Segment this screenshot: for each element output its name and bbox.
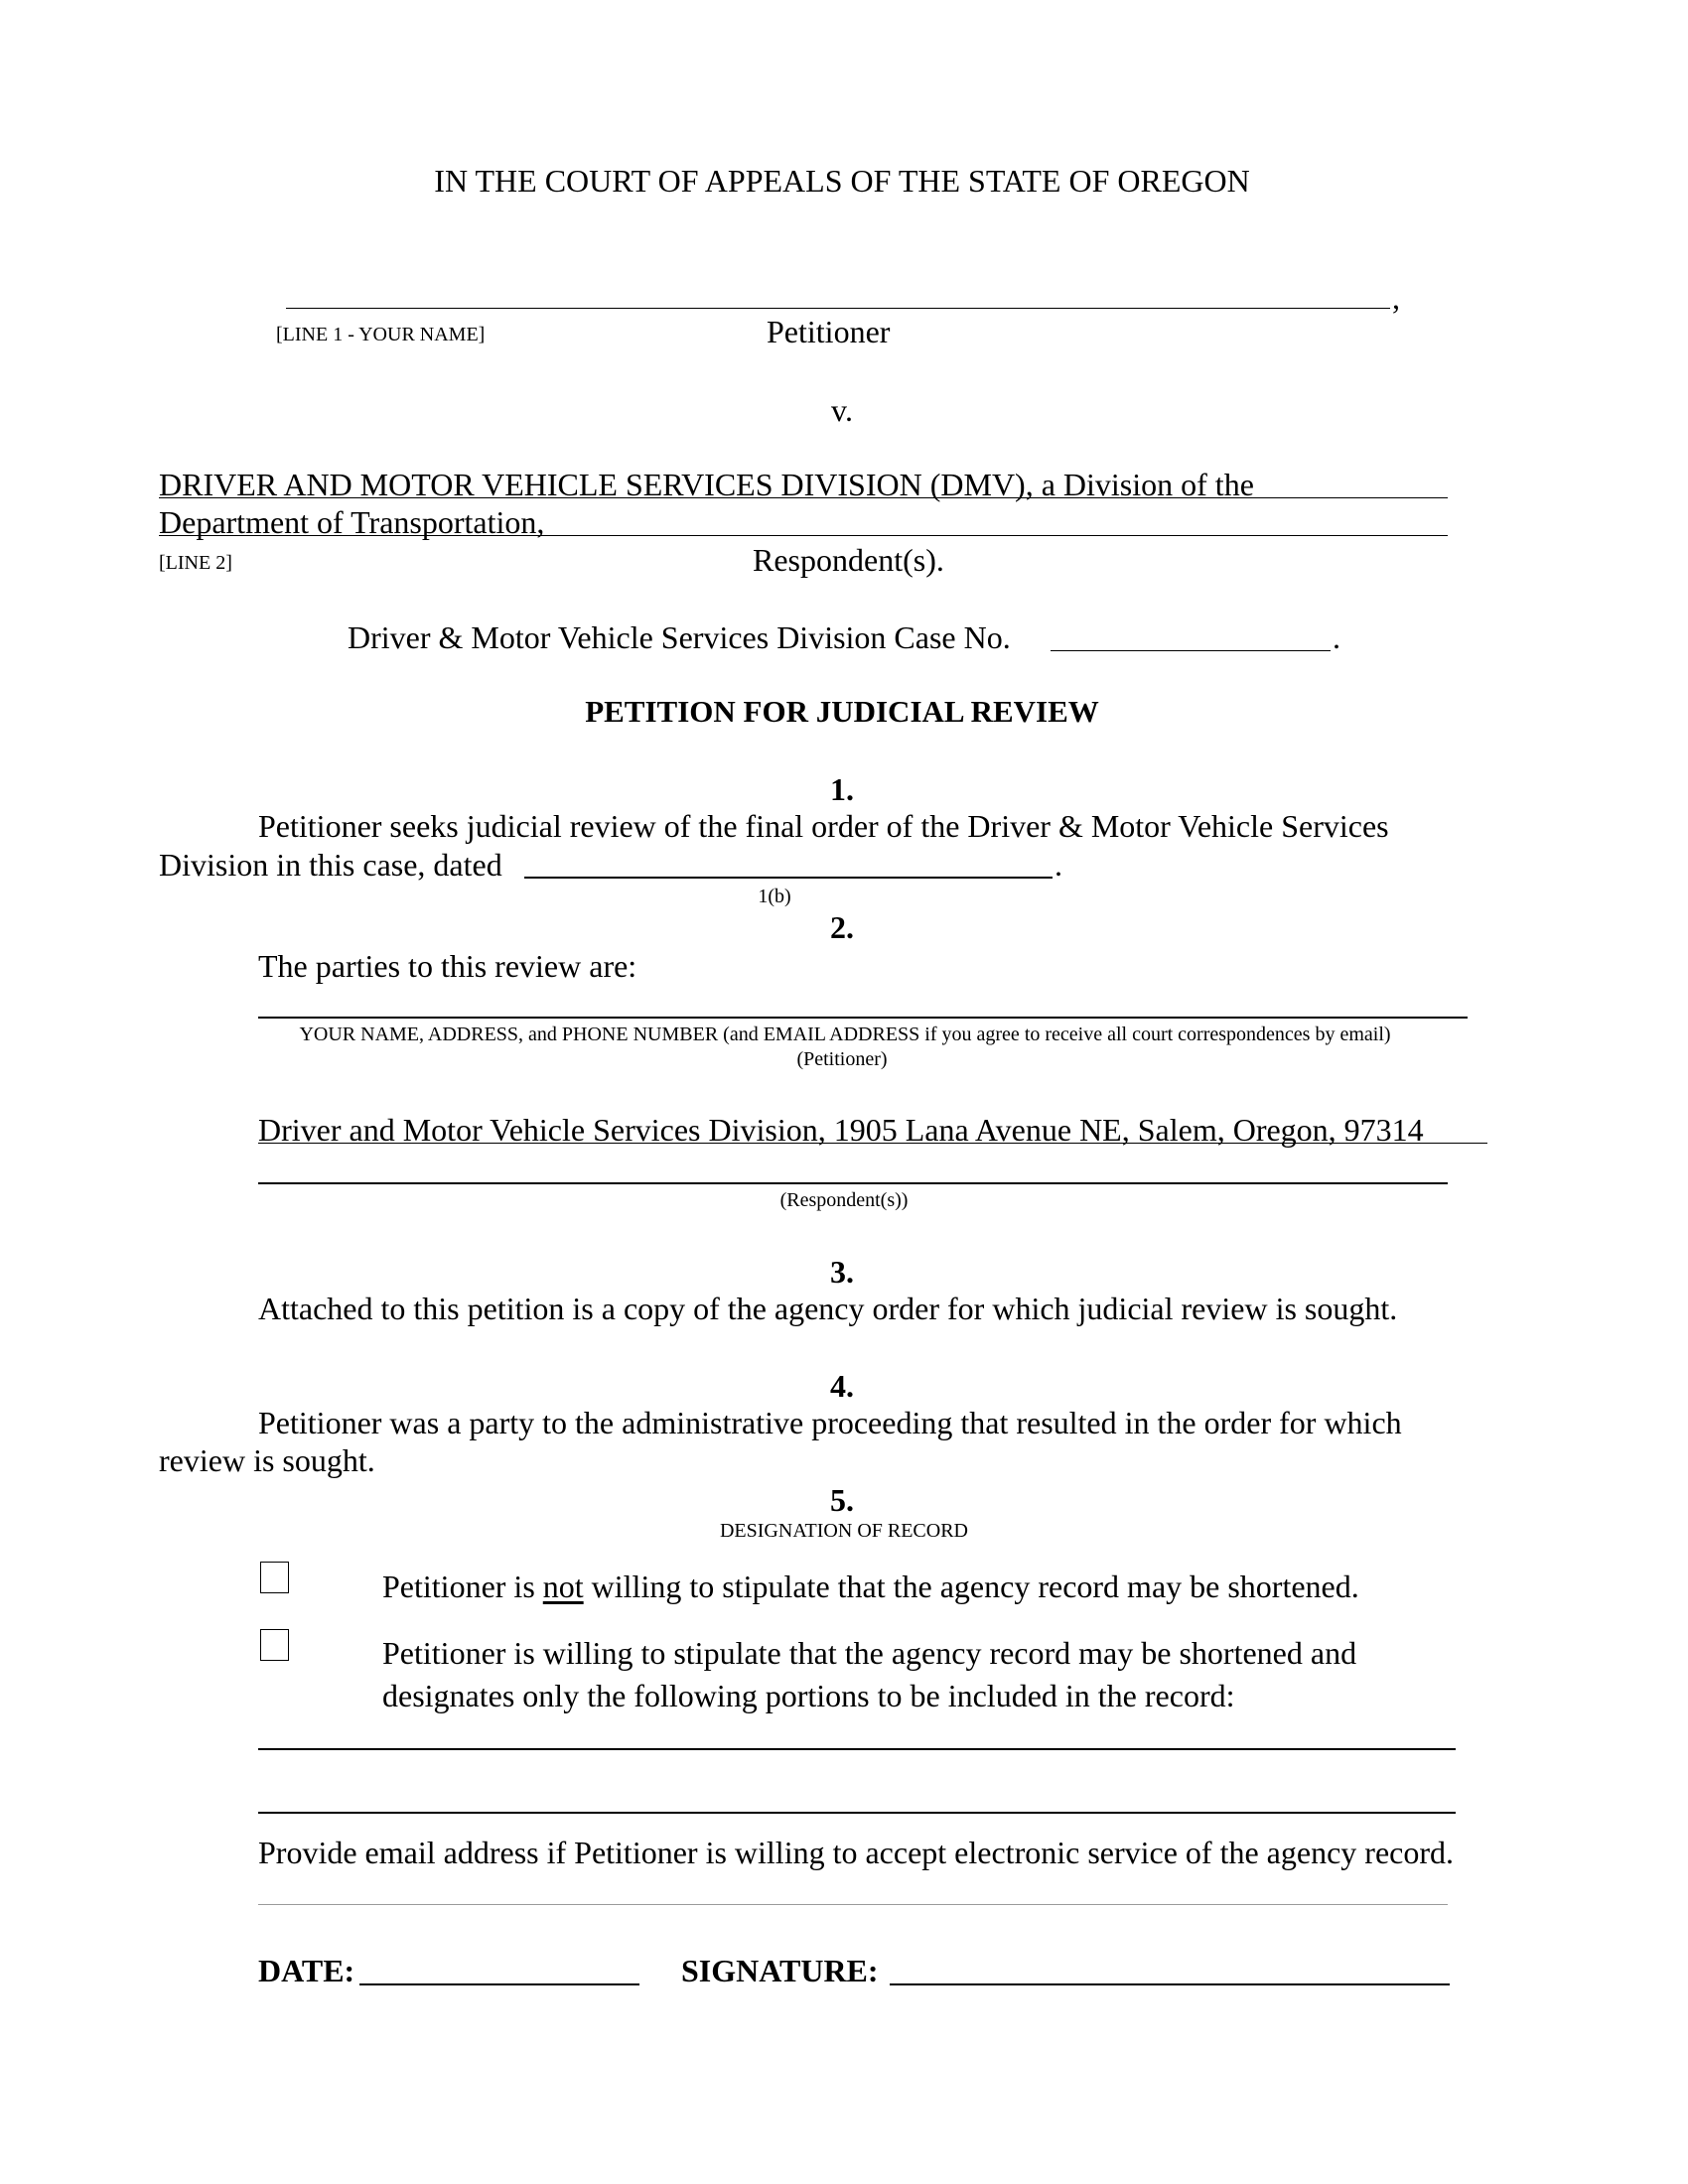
option-not-willing-pre: Petitioner is xyxy=(382,1569,535,1604)
section-2-intro: The parties to this review are: xyxy=(258,948,637,984)
option-willing-line2: designates only the following portions to be included in the record: xyxy=(382,1678,1235,1713)
not-willing-checkbox[interactable] xyxy=(260,1562,289,1593)
option-willing-line1: Petitioner is willing to stipulate that the agency record may be shortened and xyxy=(382,1635,1357,1671)
petitioner-name-line[interactable] xyxy=(286,308,1390,309)
case-number-line[interactable] xyxy=(1051,650,1331,651)
respondent-extra-line xyxy=(258,1182,1448,1184)
respondent-caption: (Respondent(s)) xyxy=(779,1189,909,1211)
section-1-number: 1. xyxy=(830,771,854,807)
option-not-emphasis: not xyxy=(542,1569,584,1604)
respondent-address-underline xyxy=(258,1143,1487,1144)
case-number-label: Driver & Motor Vehicle Services Division Case No. xyxy=(348,619,1011,655)
petitioner-label: Petitioner xyxy=(767,314,891,349)
respondent-underline-1 xyxy=(159,497,1448,498)
record-portions-line-1[interactable] xyxy=(258,1748,1456,1750)
email-prompt: Provide email address if Petitioner is willing to accept electronic service of the agency record. xyxy=(258,1835,1454,1870)
section-4-line1: Petitioner was a party to the administrative proceeding that resulted in the order for which xyxy=(258,1405,1402,1440)
petitioner-comma: , xyxy=(1392,280,1400,316)
petitioner-info-line[interactable] xyxy=(258,1017,1468,1019)
section-3-number: 3. xyxy=(830,1254,854,1290)
line2-label: [LINE 2] xyxy=(159,552,232,574)
case-number-end: . xyxy=(1333,619,1340,655)
court-title: IN THE COURT OF APPEALS OF THE STATE OF OREGON xyxy=(434,163,1250,199)
section-4-line2: review is sought. xyxy=(159,1442,375,1478)
record-portions-line-2[interactable] xyxy=(258,1812,1456,1814)
footnote-1b: 1(b) xyxy=(758,886,791,907)
section-5-number: 5. xyxy=(830,1482,854,1518)
date-label: DATE: xyxy=(258,1953,355,1988)
designation-of-record: DESIGNATION OF RECORD xyxy=(719,1520,969,1542)
respondent-underline-2 xyxy=(159,535,1448,536)
option-not-willing xyxy=(382,1570,1359,1602)
respondent-address: Driver and Motor Vehicle Services Division, 1905 Lana Avenue NE, Salem, Oregon, 97314 xyxy=(258,1112,1424,1148)
order-date-line[interactable] xyxy=(524,877,1053,879)
section-1-line1: Petitioner seeks judicial review of the final order of the Driver & Motor Vehicle Services xyxy=(258,808,1389,844)
petition-heading: PETITION FOR JUDICIAL REVIEW xyxy=(585,694,1099,729)
section-1-end: . xyxy=(1055,847,1062,883)
petitioner-sub-caption: (Petitioner) xyxy=(796,1048,888,1070)
willing-checkbox[interactable] xyxy=(260,1629,289,1661)
section-2-number: 2. xyxy=(830,909,854,945)
section-1-line2: Division in this case, dated xyxy=(159,847,502,883)
date-line[interactable] xyxy=(359,1983,639,1985)
line1-label: [LINE 1 - YOUR NAME] xyxy=(276,324,486,345)
respondent-name-line2: Department of Transportation, xyxy=(159,504,545,540)
petitioner-info-caption: YOUR NAME, ADDRESS, and PHONE NUMBER (and EMAIL ADDRESS if you agree to receive all court correspondences by email) xyxy=(299,1024,1391,1045)
section-4-number: 4. xyxy=(830,1368,854,1404)
email-line[interactable] xyxy=(258,1904,1448,1905)
respondent-name-line1: DRIVER AND MOTOR VEHICLE SERVICES DIVISION (DMV), a Division of the xyxy=(159,467,1254,502)
versus: v. xyxy=(831,392,853,428)
signature-label: SIGNATURE: xyxy=(681,1953,879,1988)
respondent-label: Respondent(s). xyxy=(753,542,944,578)
section-3-text: Attached to this petition is a copy of the agency order for which judicial review is sought. xyxy=(258,1291,1398,1326)
signature-line[interactable] xyxy=(890,1983,1450,1985)
option-not-willing-post: willing to stipulate that the agency record may be shortened. xyxy=(591,1569,1359,1604)
